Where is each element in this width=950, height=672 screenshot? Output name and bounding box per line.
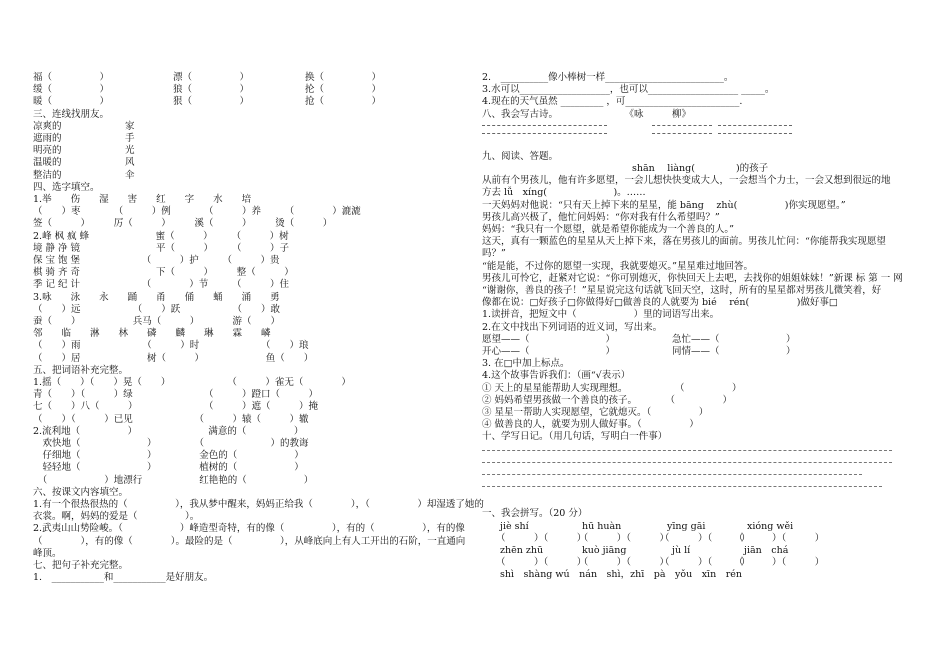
q2-cell: 漂（ ） <box>173 72 250 83</box>
right-column <box>482 72 903 582</box>
q5-row[interactable]: 七（ ）八（ ） （ ）遮（ ）掩 <box>33 401 319 413</box>
q2-row <box>33 96 453 108</box>
story-line: “能是能，不过你的愿望一实现，我就要熄灭。”星星难过地回答。 <box>482 260 753 272</box>
q4-group3-chars: 3.咏 泳 永 踊 甬 俑 蛹 涌 勇 <box>33 291 280 303</box>
match-left[interactable]: 遮雨的 <box>33 132 62 144</box>
diary-line[interactable] <box>482 468 892 480</box>
match-right[interactable]: 风 <box>125 157 135 169</box>
pinyin-word: zhēn zhū <box>500 544 544 556</box>
story-line: “谢谢你，善良的孩子！”星星说完这句话就飞回天空，这时，所有的星星都对男孩儿微笑着，好 <box>482 285 882 297</box>
q5-row[interactable]: 青（ ）（ ）绿 （ ）蹬口（ ） <box>33 389 319 401</box>
q4-fill-row[interactable]: （ ）枣 （ ）例 （ ）养 （ ）漉漉 <box>33 206 361 218</box>
pinyin-word: xióng wěi <box>747 520 794 532</box>
q9-question-4: 4.这个故事告诉我们：（画“√表示） <box>482 370 631 382</box>
pinyin-row <box>482 521 892 533</box>
match-left[interactable]: 温暖的 <box>33 157 62 169</box>
q6-line[interactable]: 1.有一个很热很热的（ ），我从梦中醒来，妈妈正给我（ ），（ ）却湿透了她的 <box>33 498 484 510</box>
q2-cell: 狼（ ） <box>173 84 250 96</box>
q5-row[interactable]: 1.摇（ ）（ ）晃（ ） （ ）雀无（ ） <box>33 376 351 388</box>
q5-row[interactable]: 轻轻地（ ） 植树的（ ） <box>33 462 304 474</box>
section-10-title: 十、学写日记。（用几句话，写明白一件事） <box>482 431 668 443</box>
story-title[interactable]: shān liàng( )的孩子 <box>632 163 769 175</box>
pinyin-word: kuò jiāng <box>582 544 627 556</box>
q6-line[interactable]: 2.武夷山山势险峻。（ ）峰造型奇特，有的像（ ），有的（ ），有的像 <box>33 523 465 535</box>
pinyin-row <box>482 545 892 557</box>
q4-group4-chars: 邻 临 淋 林 磷 麟 琳 霖 嶙 <box>33 328 271 340</box>
q4-fill-row[interactable]: 境 静 净 镜 平（ ） （ ）子 <box>33 242 290 254</box>
q4-fill-row[interactable]: 蚕（ ） 兵马（ ） 游（ ） <box>33 315 281 327</box>
q9-question-3: 3. 在□中加上标点。 <box>482 358 570 370</box>
section-4-title: 四、选字填空。 <box>33 181 100 193</box>
q7-sentence-3[interactable]: 3.水可以___________________，也可以___________________ _____。 <box>482 84 775 96</box>
q2-cell: 换（ ） <box>305 72 382 83</box>
q2-row <box>33 72 453 84</box>
story-line[interactable]: 方去 lǚ xíng( )。…… <box>482 187 646 199</box>
q5-row[interactable]: 欢快地（ ） （ ）的教诲 <box>33 437 309 449</box>
poem-line[interactable] <box>482 121 892 129</box>
section-8-title: 八、我会写古诗。 《咏 柳》 <box>482 108 692 120</box>
q6-line: 峰顶。 <box>33 547 62 559</box>
q4-fill-row[interactable]: 保 宝 饱 堡 （ ）护 （ ）贵 <box>33 254 280 266</box>
section-5-title: 五、把词语补充完整。 <box>33 364 129 376</box>
pinyin-word: yīng gāi <box>667 520 706 532</box>
q5-row[interactable]: 仔细地（ ） 金色的（ ） <box>33 450 304 462</box>
section-3-title: 三、连线找朋友。 <box>33 108 110 120</box>
story-line: 从前有个男孩儿，他有许多愿望，一会儿想快快变成大人，一会想当个力士，一会又想到很远的地 <box>482 175 891 187</box>
q4-fill-row[interactable]: 签（ ） 厉（ ） 溪（ ） 烫（ ） <box>33 218 333 230</box>
poem-line[interactable] <box>482 129 892 137</box>
q2-cell: 暖（ ） <box>33 96 110 108</box>
q2-cell: 抢（ ） <box>305 96 382 108</box>
q9-question-2: 2.在文中找出下列词语的近义词，写出来。 <box>482 321 663 333</box>
section-9-title: 九、阅读、答题。 <box>482 150 559 162</box>
match-row <box>33 145 453 157</box>
story-line[interactable]: 一天妈妈对他说：“只有天上掉下来的星星，能 bāng zhù( )你实现愿望。” <box>482 199 846 211</box>
section-6-title: 六、按课文内容填空。 <box>33 486 129 498</box>
judge-item[interactable]: ② 妈妈希望男孩做一个善良的孩子。 （ ） <box>482 394 733 406</box>
story-line: 吗？” <box>482 248 506 260</box>
q7-sentence-4[interactable]: 4.现在的天气虽然 _________ ，可________________________. <box>482 96 743 108</box>
match-row <box>33 170 453 182</box>
synonym-row <box>482 346 892 358</box>
pinyin-word: hū huàn <box>582 520 622 532</box>
synonym-item[interactable]: 同情——（ ） <box>672 346 796 358</box>
q6-line[interactable]: （ ），有的像（ ）。最险的是（ ），从峰底向上有人工开出的石阶，一直通向 <box>33 535 466 547</box>
match-left[interactable]: 整洁的 <box>33 169 62 181</box>
synonym-item[interactable]: 开心——（ ） <box>482 346 616 358</box>
diary-line[interactable] <box>482 444 892 456</box>
left-column <box>33 72 484 584</box>
story-line: 男孩儿高兴极了，他忙问妈妈：“你对我有什么希望吗？” <box>482 211 720 223</box>
q7-sentence-1[interactable]: 1. ___________和___________是好朋友。 <box>33 572 214 584</box>
q4-fill-row[interactable]: 棋 骑 齐 奇 下（ ） 整（ ） <box>33 267 294 279</box>
pinyin-word: jiān chá <box>744 544 789 556</box>
q4-fill-row[interactable]: （ ）远 （ ）跃 （ ）敢 <box>33 303 281 315</box>
match-left[interactable]: 凉爽的 <box>33 120 62 132</box>
judge-item[interactable]: ③ 星星一帮助人实现愿望，它就熄灭。（ ） <box>482 407 709 419</box>
q2-row <box>33 84 453 96</box>
q4-group2-chars[interactable]: 2.峰 枫 疯 蜂 蜜（ ） （ ）树 <box>33 230 289 242</box>
q4-fill-row[interactable]: 季 记 纪 计 （ ）节 （ ）住 <box>33 279 290 291</box>
q9-question-1: 1.读拼音，把短文中（ ）里的词语写出来。 <box>482 309 720 321</box>
section-7-title: 七、把句子补充完整。 <box>33 560 129 571</box>
diary-line[interactable] <box>482 456 892 468</box>
synonym-item[interactable]: 愿望——（ ） <box>482 333 616 345</box>
pinyin-word: jiè shí <box>500 520 529 532</box>
story-line: 男孩儿可怜它，赶紧对它说：“你可别熄灭，你快回天上去吧，去找你的姐姐妹妹！”新课 标 第 一 网 <box>482 272 903 284</box>
story-line[interactable]: 像都在说：□好孩子□你做得好□做善良的人就要为 bié rén( )做好事□ <box>482 297 838 309</box>
pinyin-answer-boxes[interactable]: （ ）（ ） （ ）（ ） （ ）（ ） （ ）（ ） <box>496 532 825 544</box>
pinyin-answer-boxes[interactable]: （ ）（ ） （ ）（ ） （ ）（ ） （ ）（ ） <box>496 557 825 569</box>
q6-line[interactable]: 衣裳。啊，妈妈的爱是（ ）。 <box>33 511 200 523</box>
match-row <box>33 133 453 145</box>
q4-fill-row[interactable]: （ ）雨 （ ）时 （ ）琅 <box>33 340 309 352</box>
pinyin-row: shì shàng wú nán shì，zhī pà yǒu xīn rén <box>500 569 742 581</box>
q4-group1-chars: 1.举 伤 湿 害 红 字 水 培 <box>33 193 252 205</box>
match-right[interactable]: 伞 <box>125 169 135 181</box>
match-right[interactable]: 光 <box>125 145 135 157</box>
match-right[interactable]: 家 <box>125 120 135 132</box>
story-line: 妈妈：“我只有一个愿望，就是希望你能成为一个善良的人。” <box>482 224 734 236</box>
synonym-item[interactable]: 急忙——（ ） <box>672 333 796 345</box>
judge-item[interactable]: ① 天上的星星能帮助人实现理想。 （ ） <box>482 382 742 394</box>
match-left[interactable]: 明亮的 <box>33 145 62 157</box>
q5-row[interactable]: 2.流利地（ ） 满意的（ ） <box>33 425 304 437</box>
pinyin-word: jù lí <box>672 544 691 556</box>
q4-fill-row[interactable]: （ ）居 树（ ） 鱼（ ） <box>33 352 314 364</box>
q2-cell: 抡（ ） <box>305 84 382 96</box>
judge-item[interactable]: ④ 做善良的人，就要为别人做好事。（ ） <box>482 419 699 431</box>
match-right[interactable]: 手 <box>125 132 135 144</box>
q5-row[interactable]: （ ）（ ）已见 （ ）辕（ ）辙 <box>33 413 309 425</box>
q5-row[interactable]: （ ）地漂行 红艳艳的（ ） <box>33 474 314 486</box>
pinyin-section-title: 一、我会拼写。（20 分） <box>482 508 588 520</box>
story-line: 这天，真有一颗蓝色的星星从天上掉下来，落在男孩儿的面前。男孩儿忙问：“你能帮我实现愿望 <box>482 236 886 248</box>
q2-cell: 福（ ） <box>33 72 110 83</box>
match-row <box>33 121 453 133</box>
q2-cell: 缓（ ） <box>33 84 110 96</box>
q7-sentence-2[interactable]: 2. __________像小棒树一样_________________________。 <box>482 72 734 83</box>
match-row <box>33 157 453 169</box>
q2-cell: 狠（ ） <box>173 96 250 108</box>
synonym-row <box>482 334 892 346</box>
diary-line[interactable] <box>482 480 892 492</box>
